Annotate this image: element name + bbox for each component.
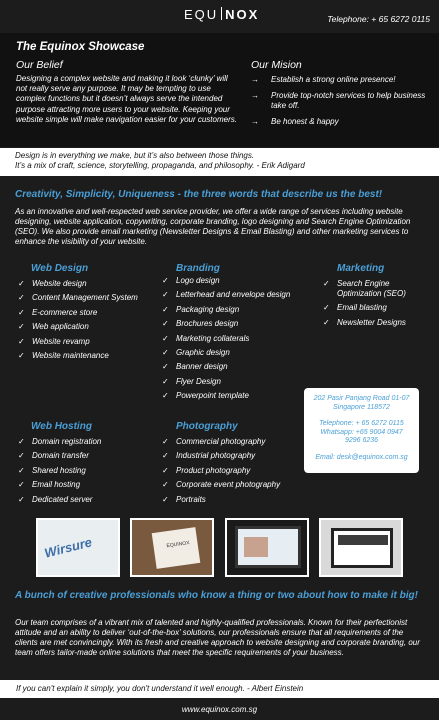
check-icon: ✓ [162, 465, 169, 475]
list-item-label: Letterhead and envelope design [176, 290, 291, 300]
list-item-label: Brochures design [176, 319, 239, 329]
contact-telephone[interactable]: Telephone: + 65 6272 0115 [319, 420, 404, 427]
equinox-logo[interactable] [184, 7, 259, 22]
check-icon: ✓ [18, 336, 25, 346]
card-logo-text: EQUINOX [166, 540, 190, 550]
list-item-label: Newsletter Designs [337, 317, 406, 327]
portfolio-thumb-card[interactable] [130, 518, 214, 577]
list-item-label: Flyer Design [176, 376, 221, 386]
web-hosting-list [18, 437, 168, 509]
mission-heading: Our Mision [251, 59, 302, 71]
list-item-label: Logo design [176, 276, 220, 285]
marketing-list [323, 279, 433, 332]
web-hosting-heading: Web Hosting [31, 421, 92, 432]
mission-item [251, 117, 431, 127]
check-icon: ✓ [162, 480, 169, 490]
list-item [162, 437, 312, 447]
logo-left-text: EQU [184, 7, 219, 22]
business-card-image [152, 527, 201, 569]
list-item [18, 337, 168, 347]
portfolio-thumb-laptop[interactable] [225, 518, 309, 577]
laptop-screen-image [235, 526, 301, 568]
check-icon: ✓ [162, 437, 169, 446]
list-item-label: Industrial photography [176, 451, 256, 461]
list-item [162, 276, 312, 286]
list-item-label: Corporate event photography [176, 480, 281, 490]
list-item [162, 348, 312, 358]
mission-item [251, 75, 431, 85]
check-icon: ✓ [18, 437, 25, 446]
check-icon: ✓ [18, 480, 25, 490]
web-design-list [18, 279, 168, 365]
arrow-right-icon: → [251, 75, 259, 84]
list-item-label: Website design [32, 279, 87, 288]
list-item-label: Product photography [176, 465, 251, 475]
check-icon: ✓ [323, 303, 330, 313]
list-item-label: Email blasting [337, 303, 387, 313]
list-item [162, 334, 312, 344]
check-icon: ✓ [162, 494, 169, 504]
website-screen-image [331, 528, 393, 568]
intro-heading: Creativity, Simplicity, Uniqueness - the three words that describe us the best! [15, 189, 383, 200]
list-item [162, 451, 312, 461]
check-icon: ✓ [162, 319, 169, 329]
list-item-label: Website revamp [32, 336, 90, 346]
list-item-label: Commercial photography [176, 437, 266, 446]
showcase-section [0, 33, 439, 147]
intro-text: As an innovative and well-respected web service provider, we offer a wide range of services including website designing, website application, copywriting, corporate branding, logo designing and Search Engine Optimization (SEO). We also provide email marketing (Newsletter Designs & Email Blasting) and other marketing services to enhance the visibility of your website. [15, 207, 411, 246]
list-item-label: Email hosting [32, 480, 81, 490]
belief-heading: Our Belief [16, 59, 63, 71]
list-item [323, 318, 433, 328]
list-item [18, 308, 168, 318]
arrow-right-icon: → [251, 117, 259, 126]
list-item-label: Marketing collaterals [176, 333, 250, 343]
check-icon: ✓ [18, 322, 25, 332]
contact-whatsapp-2[interactable]: 9296 6236 [344, 437, 379, 444]
list-item-label: Website maintenance [32, 350, 109, 360]
design-quote-line1: Design is in everything we make, but it’s also between those things. [15, 151, 255, 160]
list-item-label: Content Management System [32, 293, 138, 303]
check-icon: ✓ [162, 362, 169, 372]
list-item [162, 319, 312, 329]
branding-list [162, 276, 312, 406]
list-item-label: Graphic design [176, 347, 230, 357]
list-item-label: E-commerce store [32, 307, 98, 317]
list-item [162, 305, 312, 315]
list-item [18, 279, 168, 289]
list-item-label: Powerpoint template [176, 391, 249, 401]
mission-item-label: Provide top-notch services to help business take off. [271, 91, 426, 110]
list-item-label: Domain registration [32, 437, 102, 446]
list-item [18, 351, 168, 361]
list-item [18, 322, 168, 332]
list-item [18, 480, 168, 490]
header-phone: Telephone: + 65 6272 0115 [327, 14, 430, 24]
list-item [18, 293, 168, 303]
list-item-label: Dedicated server [32, 494, 93, 504]
check-icon: ✓ [18, 451, 25, 461]
check-icon: ✓ [162, 391, 169, 401]
check-icon: ✓ [162, 276, 169, 285]
marketing-heading: Marketing [337, 263, 385, 274]
list-item-label: Packaging design [176, 304, 240, 314]
mission-list [251, 75, 431, 133]
einstein-quote: If you can't explain it simply, you don't understand it well enough. - Albert Einstein [0, 680, 439, 698]
list-item [162, 391, 312, 401]
list-item [162, 466, 312, 476]
list-item [18, 451, 168, 461]
contact-whatsapp[interactable]: Whatsapp: +65 9004 0947 [320, 428, 403, 436]
check-icon: ✓ [162, 451, 169, 461]
team-heading: A bunch of creative professionals who know a thing or two about how to make it big! [15, 590, 418, 601]
mission-item-label: Establish a strong online presence! [271, 75, 396, 84]
list-item [162, 480, 312, 490]
showcase-title: The Equinox Showcase [16, 41, 145, 53]
list-item-label: Portraits [176, 494, 206, 504]
check-icon: ✓ [18, 279, 25, 288]
check-icon: ✓ [18, 307, 25, 317]
web-design-heading: Web Design [31, 263, 89, 274]
logo-right-text: NOX [225, 7, 260, 22]
design-quote [0, 148, 439, 176]
footer-website-link[interactable]: www.equinox.com.sg [181, 705, 258, 714]
portfolio-thumb-logo[interactable] [36, 518, 120, 577]
list-item-label: Shared hosting [32, 465, 86, 475]
list-item [162, 290, 312, 300]
list-item [162, 495, 312, 505]
arrow-right-icon: → [251, 91, 259, 100]
check-icon: ✓ [162, 333, 169, 343]
list-item [18, 437, 168, 447]
list-item [162, 377, 312, 387]
photography-list [162, 437, 312, 509]
belief-text: Designing a complex website and making it look ‘clunky’ will not really serve any purpose. It may be tempting to use complex functions but it doesn’t always serve the intended purpose attracting more users to your website. Keeping your website simple will make navigation easier for your customers. [16, 74, 237, 124]
list-item [18, 466, 168, 476]
check-icon: ✓ [162, 347, 169, 357]
branding-heading: Branding [176, 263, 220, 274]
list-item [323, 279, 433, 299]
list-item [162, 362, 312, 372]
portfolio-thumb-website[interactable] [319, 518, 403, 577]
list-item-label: Web application [32, 322, 89, 332]
top-bar [0, 0, 439, 32]
list-item [323, 303, 433, 313]
check-icon: ✓ [18, 293, 25, 303]
list-item [18, 495, 168, 505]
check-icon: ✓ [162, 376, 169, 386]
wirsure-logo-text: Wirsure [42, 534, 94, 561]
check-icon: ✓ [323, 317, 330, 327]
contact-address: 202 Pasir Panjang Road 01-07 [313, 395, 410, 402]
mission-item-label: Be honest & happy [271, 117, 339, 126]
contact-box [304, 388, 419, 473]
check-icon: ✓ [162, 304, 169, 314]
check-icon: ✓ [323, 279, 330, 288]
list-item-label: Domain transfer [32, 451, 89, 461]
logo-divider [221, 7, 222, 20]
design-quote-line2: It’s a mix of craft, science, storytelling, propaganda, and philosophy. - Erik Adigard [15, 161, 305, 170]
list-item-label: Search Engine Optimization (SEO) [337, 279, 406, 298]
portfolio-gallery [36, 518, 406, 578]
team-text: Our team comprises of a vibrant mix of talented and highly-qualified professionals. Known for their perfectionist attitude and an ability to deliver ‘out-of-the-box’ solutions, our professionals ensure that all requirements of the clients are met convincingly. With its fresh and creative approach to website designing and corporate branding, our team offers tailor-made online solutions that meet the specific requirements of your business. [15, 618, 420, 657]
check-icon: ✓ [162, 290, 169, 300]
photography-heading: Photography [176, 421, 238, 432]
check-icon: ✓ [18, 350, 25, 360]
check-icon: ✓ [18, 465, 25, 475]
mission-item [251, 91, 431, 111]
list-item-label: Banner design [176, 362, 228, 372]
contact-city: Singapore 118572 [333, 403, 390, 411]
contact-email-link[interactable]: Email: desk@equinox.com.sg [315, 453, 408, 461]
check-icon: ✓ [18, 494, 25, 504]
